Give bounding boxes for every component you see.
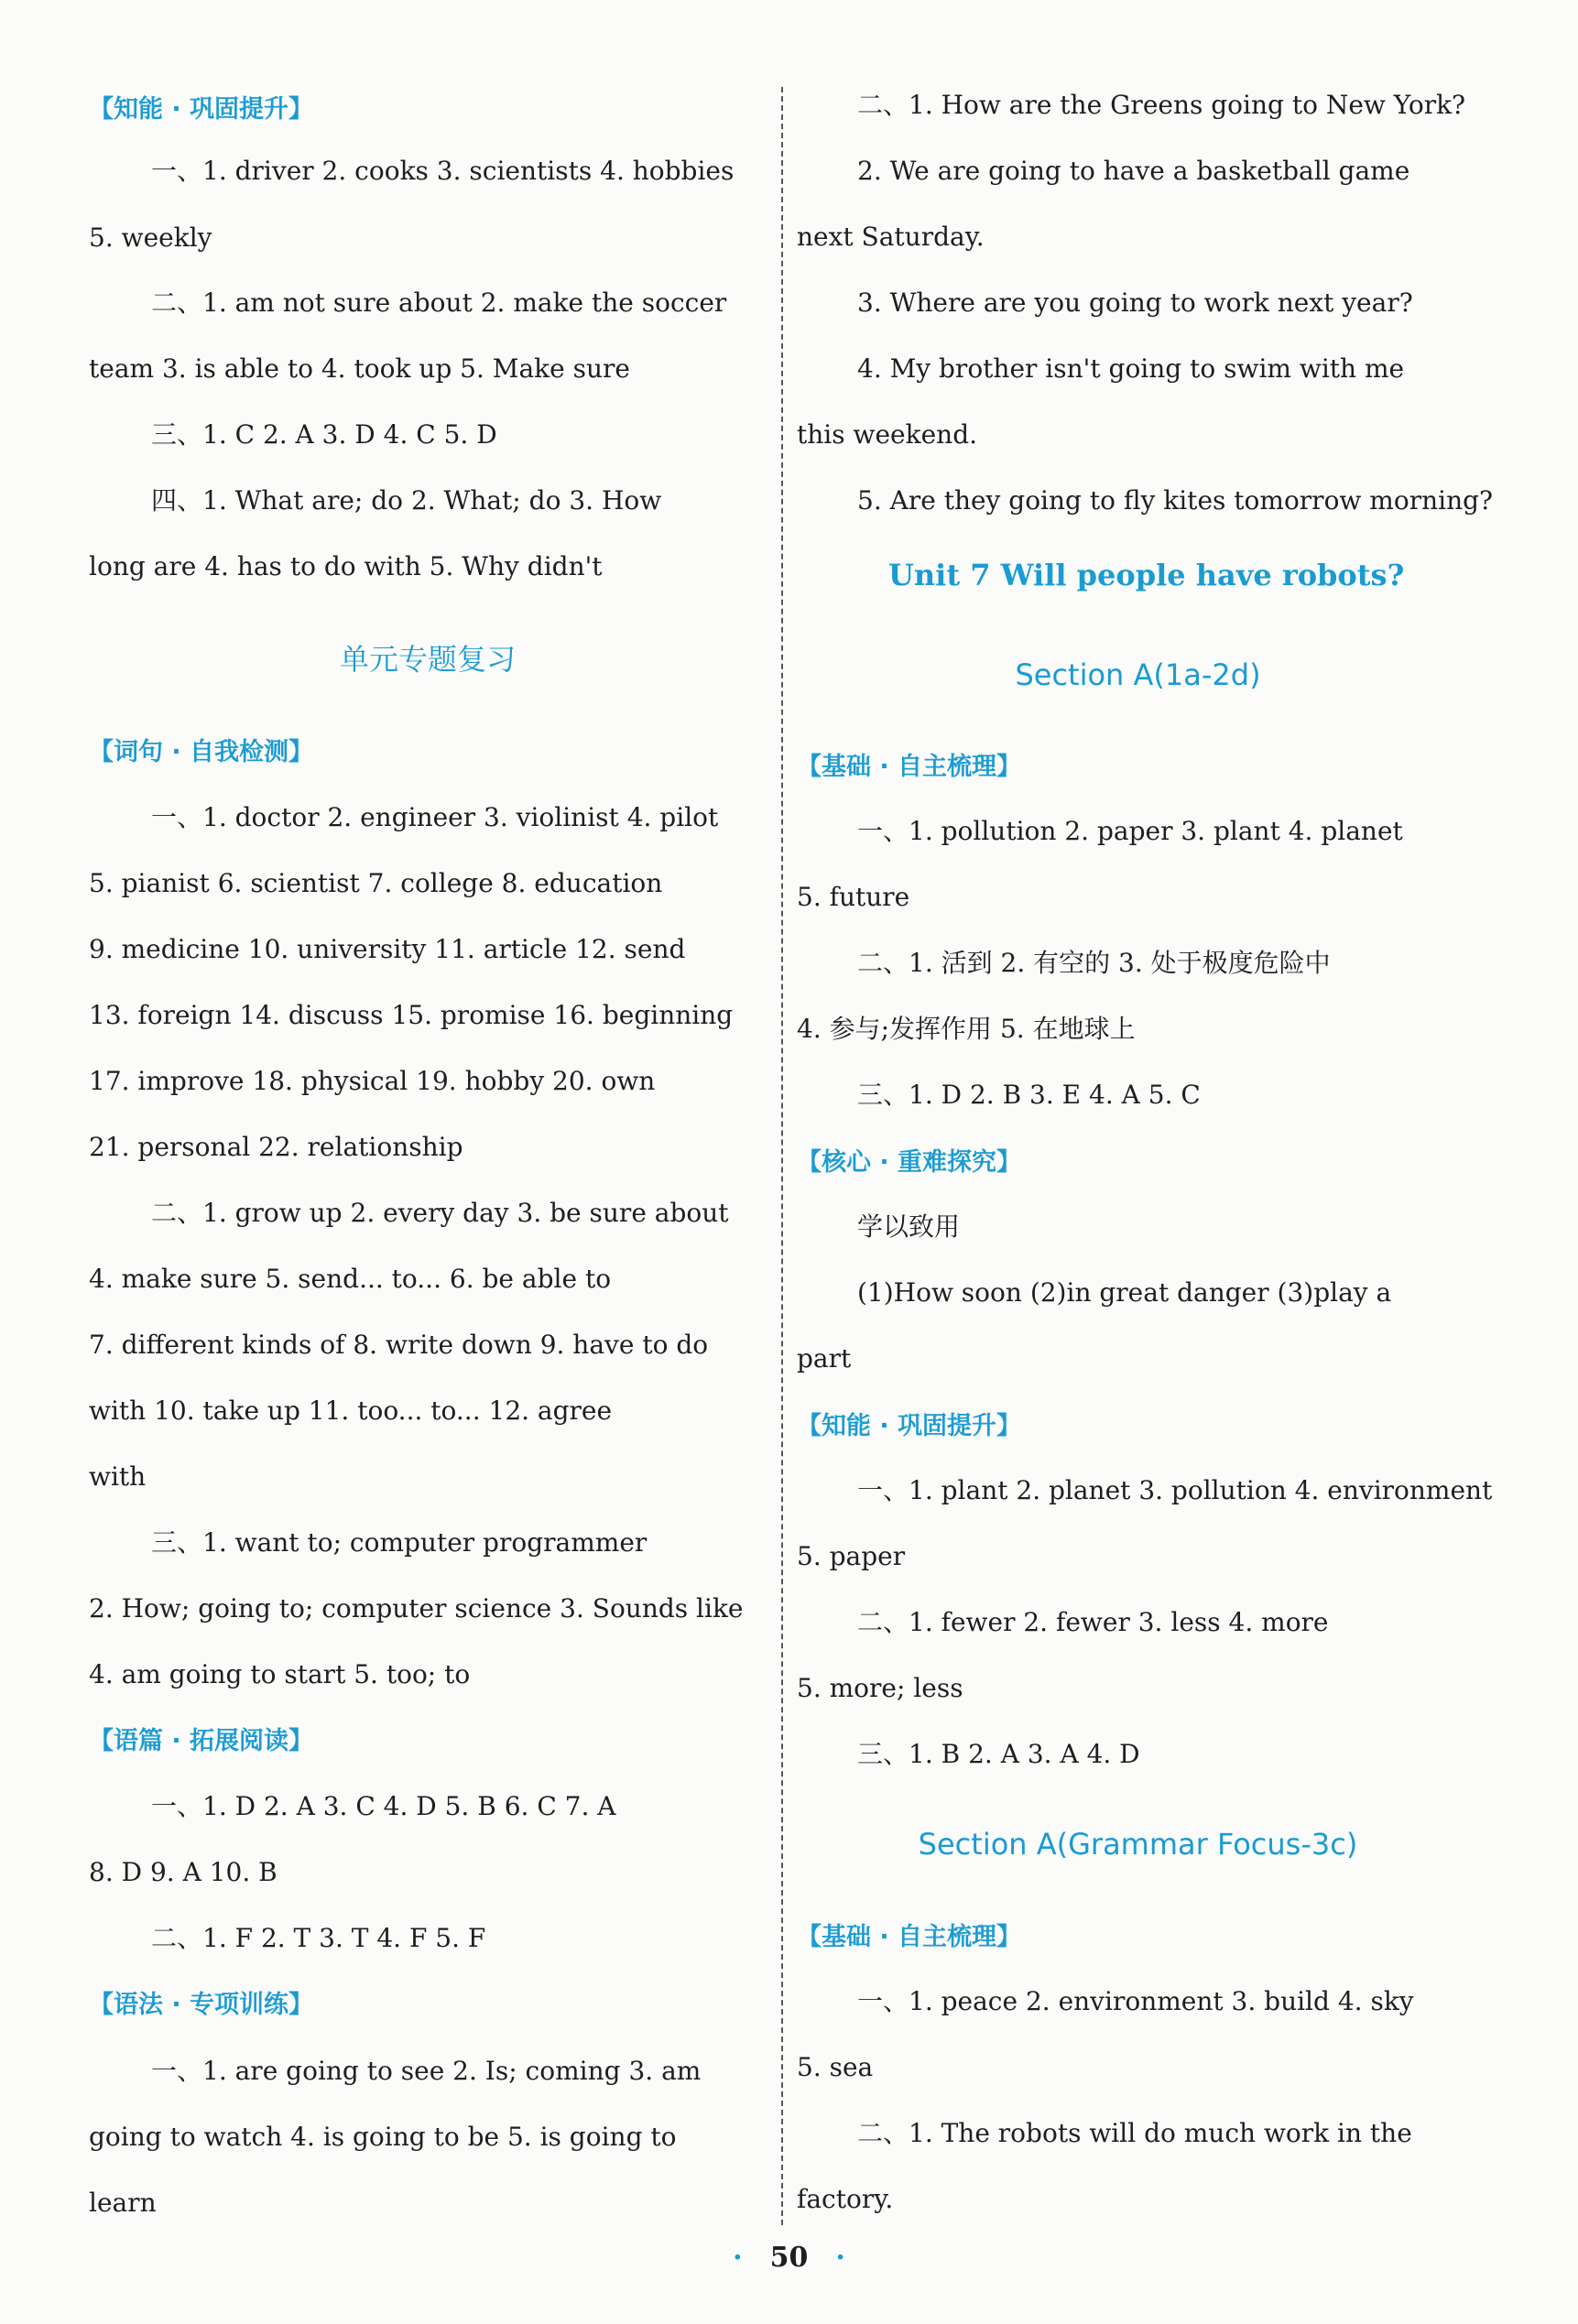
answer-line: 7. different kinds of 8. write down 9. have to do <box>89 1330 709 1360</box>
answer-line: 9. medicine 10. university 11. article 12. send <box>89 934 686 964</box>
answer-line: 5. sea <box>797 2052 874 2082</box>
answer-line: 二、1. The robots will do much work in the <box>857 2118 1412 2148</box>
answer-line: part <box>797 1343 852 1374</box>
section-tag: 【基础 · 自主梳理】 <box>797 753 1022 781</box>
answer-line: 4. 参与;发挥作用 5. 在地球上 <box>797 1014 1136 1044</box>
answer-line: 5. weekly <box>89 223 212 253</box>
section-tag: 【词句 · 自我检测】 <box>89 738 314 766</box>
unit-title: Unit 7 Will people have robots? <box>888 558 1405 592</box>
answer-line: 5. future <box>797 882 910 912</box>
answer-line: 2. We are going to have a basketball game <box>857 156 1410 186</box>
column-divider <box>781 87 783 2225</box>
answer-line: 4. make sure 5. send... to... 6. be able to <box>89 1264 612 1294</box>
section-tag: 【核心 · 重难探究】 <box>797 1148 1022 1177</box>
section-tag: 【知能 · 巩固提升】 <box>797 1412 1022 1440</box>
answer-line: 三、1. want to; computer programmer <box>151 1527 648 1558</box>
section-tag: 【语法 · 专项训练】 <box>89 1991 314 2019</box>
answer-line: 一、1. D 2. A 3. C 4. D 5. B 6. C 7. A <box>151 1791 616 1821</box>
section-heading: Section A(1a-2d) <box>1015 657 1261 692</box>
answer-line: 5. more; less <box>797 1673 963 1703</box>
answer-line: 二、1. fewer 2. fewer 3. less 4. more <box>857 1607 1329 1637</box>
answer-line: 学以致用 <box>857 1211 961 1242</box>
page-number-value: 50 <box>769 2242 809 2274</box>
answer-line: 一、1. peace 2. environment 3. build 4. sky <box>857 1986 1414 2016</box>
answer-line: factory. <box>797 2184 894 2214</box>
answer-line: 17. improve 18. physical 19. hobby 20. own <box>89 1066 656 1096</box>
section-heading: Section A(Grammar Focus-3c) <box>918 1827 1358 1862</box>
answer-line: 二、1. F 2. T 3. T 4. F 5. F <box>151 1923 486 1953</box>
answer-line: 13. foreign 14. discuss 15. promise 16. beginning <box>89 1000 734 1030</box>
page-dot: · <box>733 2242 743 2274</box>
answer-line: 8. D 9. A 10. B <box>89 1857 278 1887</box>
answer-line: 一、1. plant 2. planet 3. pollution 4. environment <box>857 1475 1493 1505</box>
answer-line: 一、1. pollution 2. paper 3. plant 4. planet <box>857 816 1403 846</box>
page-number <box>0 2242 1578 2274</box>
answer-line: 一、1. driver 2. cooks 3. scientists 4. hobbies <box>151 156 735 186</box>
answer-line: 5. paper <box>797 1541 906 1571</box>
answer-line: with <box>89 1461 147 1492</box>
answer-line: 二、1. grow up 2. every day 3. be sure about <box>151 1198 729 1228</box>
answer-line: 一、1. doctor 2. engineer 3. violinist 4. pilot <box>151 802 719 832</box>
answer-line: 3. Where are you going to work next year? <box>857 288 1413 318</box>
answer-line: long are 4. has to do with 5. Why didn't <box>89 551 603 581</box>
answer-line: 二、1. How are the Greens going to New York? <box>857 90 1466 120</box>
answer-line: 一、1. are going to see 2. Is; coming 3. am <box>151 2056 702 2086</box>
answer-line: 5. Are they going to fly kites tomorrow morning? <box>857 485 1494 516</box>
answer-line: 二、1. 活到 2. 有空的 3. 处于极度危险中 <box>857 948 1331 978</box>
answer-line: 二、1. am not sure about 2. make the soccer <box>151 288 727 318</box>
page-dot: · <box>835 2242 845 2274</box>
answer-line: going to watch 4. is going to be 5. is going to <box>89 2122 677 2152</box>
section-tag: 【知能 · 巩固提升】 <box>89 95 314 124</box>
answer-line: 三、1. C 2. A 3. D 4. C 5. D <box>151 419 497 450</box>
answer-line: 21. personal 22. relationship <box>89 1132 463 1162</box>
answer-line: 三、1. D 2. B 3. E 4. A 5. C <box>857 1080 1201 1110</box>
section-tag: 【语篇 · 拓展阅读】 <box>89 1727 314 1755</box>
answer-line: 四、1. What are; do 2. What; do 3. How <box>151 485 662 516</box>
answer-line: learn <box>89 2188 157 2218</box>
answer-line: 4. My brother isn't going to swim with me <box>857 353 1405 384</box>
answer-line: (1)How soon (2)in great danger (3)play a <box>857 1277 1392 1308</box>
section-tag: 【基础 · 自主梳理】 <box>797 1923 1022 1951</box>
answer-line: 4. am going to start 5. too; to <box>89 1659 471 1689</box>
answer-line: 三、1. B 2. A 3. A 4. D <box>857 1739 1140 1769</box>
answer-line: this weekend. <box>797 419 978 450</box>
answer-line: 2. How; going to; computer science 3. Sounds like <box>89 1593 744 1624</box>
answer-line: with 10. take up 11. too... to... 12. agree <box>89 1395 613 1426</box>
answer-line: team 3. is able to 4. took up 5. Make sure <box>89 353 630 384</box>
review-heading: 单元专题复习 <box>339 642 516 677</box>
answer-line: 5. pianist 6. scientist 7. college 8. education <box>89 868 663 898</box>
answer-line: next Saturday. <box>797 222 985 252</box>
